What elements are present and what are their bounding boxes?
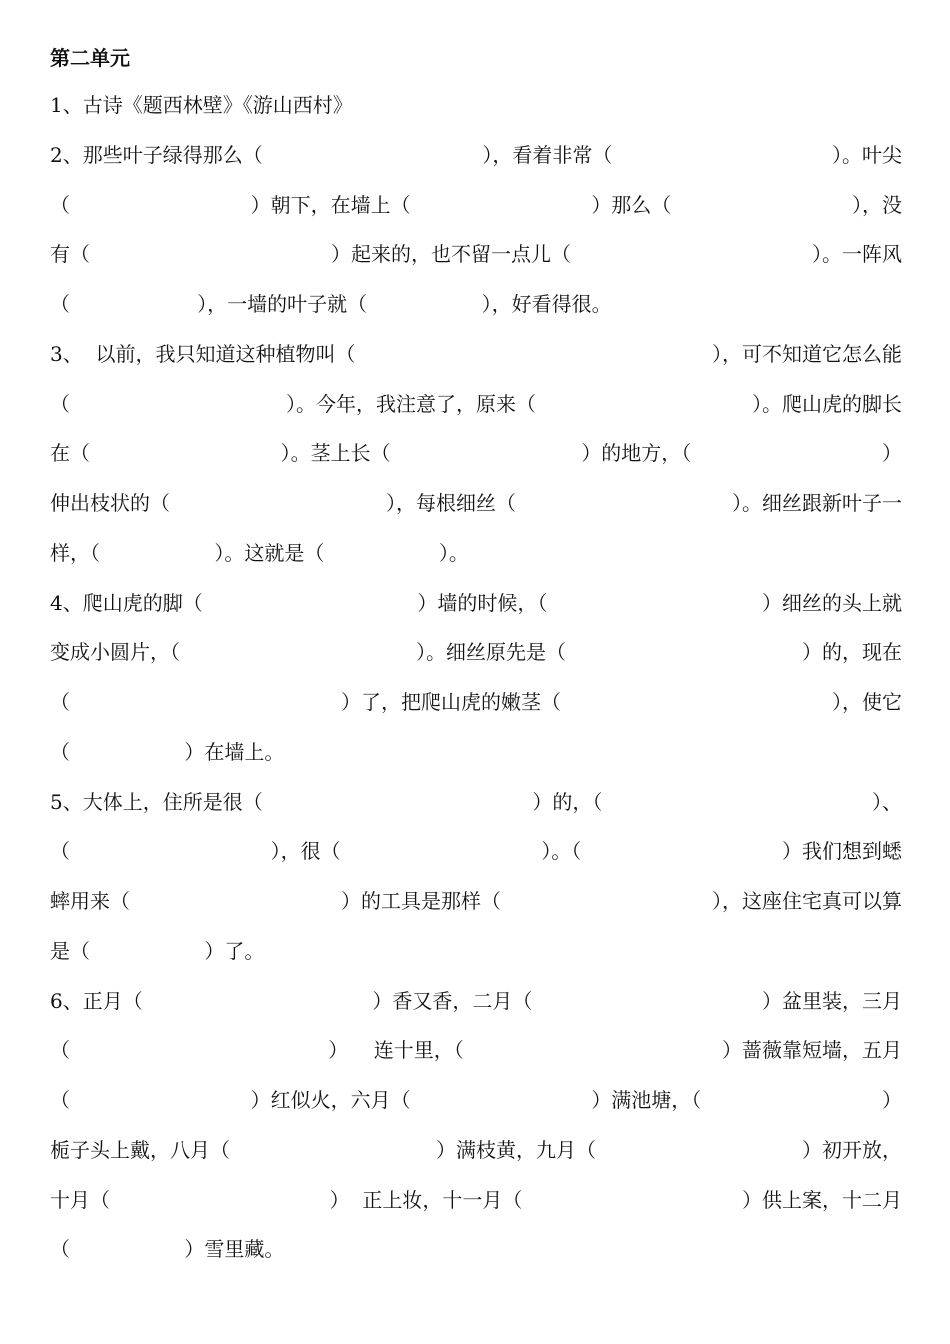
- text-segment: 样，（ ）。这就是（ ）。: [50, 540, 469, 565]
- text-line: [50, 981, 902, 1021]
- text-segment: 变成小圆片，（: [50, 640, 180, 665]
- text-line: [50, 284, 902, 324]
- text-segment: ）。今年，我注意了，原来（: [286, 391, 536, 416]
- text-segment: ）满枝黄，九月（: [436, 1137, 596, 1162]
- text-segment: （: [50, 1088, 70, 1112]
- text-line: [50, 135, 902, 175]
- text-line: [50, 1229, 902, 1269]
- text-line: [50, 782, 902, 822]
- text-segment: 在（: [50, 441, 90, 466]
- text-line: [50, 1180, 902, 1220]
- text-segment: ）红似火，六月（: [250, 1088, 411, 1112]
- text-line: [50, 185, 902, 225]
- text-segment: （ ）雪里藏。: [50, 1237, 285, 1262]
- text-segment: （ ）在墙上。: [50, 739, 285, 764]
- text-line: [50, 334, 902, 374]
- text-segment: ），没: [851, 192, 902, 217]
- text-segment: ）的工具是那样（: [341, 889, 501, 913]
- text-segment: 3、 以前，我只知道这种植物叫（: [50, 341, 356, 366]
- text-segment: 伸出枝状的（: [50, 491, 170, 515]
- text-segment: 十月（: [50, 1187, 110, 1212]
- text-line: [50, 433, 902, 473]
- text-segment: （: [50, 192, 70, 217]
- page-title: 第二单元: [50, 46, 130, 70]
- text-segment: ） 连十里，（: [328, 1038, 464, 1063]
- text-segment: ），这座住宅真可以算: [712, 889, 902, 913]
- text-line: [50, 1030, 902, 1070]
- text-line: [50, 632, 902, 672]
- text-segment: （: [50, 690, 70, 714]
- text-segment: ）的，现在: [802, 640, 902, 665]
- text-segment: ），很（: [270, 839, 341, 864]
- text-segment: ），每根细丝（: [386, 491, 516, 515]
- text-line: [50, 1130, 902, 1170]
- text-line: [50, 533, 902, 573]
- text-line: [50, 583, 902, 623]
- text-segment: ）满池塘，（: [591, 1088, 702, 1112]
- text-line: [50, 85, 902, 125]
- text-segment: ）细丝的头上就: [761, 590, 902, 615]
- text-segment: 蟀用来（: [50, 889, 130, 913]
- text-segment: ）。爬山虎的脚长: [752, 391, 902, 416]
- text-line: [50, 682, 902, 722]
- text-segment: ），使它: [832, 690, 902, 714]
- text-segment: ）供上案，十二月: [742, 1187, 902, 1212]
- text-segment: ）。茎上长（: [280, 441, 391, 466]
- text-segment: ）了，把爬山虎的嫩茎（: [341, 690, 561, 714]
- text-segment: ）初开放，: [802, 1137, 902, 1162]
- text-segment: ）、: [871, 789, 902, 814]
- text-segment: ）墙的时候，（: [417, 590, 548, 615]
- text-segment: ）那么（: [591, 192, 672, 217]
- text-segment: （: [50, 1038, 70, 1063]
- text-segment: （: [50, 839, 70, 864]
- text-line: [50, 881, 902, 921]
- text-segment: （: [50, 391, 70, 416]
- text-segment: ）。一阵风: [812, 242, 902, 267]
- text-segment: 5、大体上，住所是很（: [50, 789, 263, 814]
- text-segment: ）的地方，（: [581, 441, 692, 466]
- text-segment: ）盆里装，三月: [761, 988, 902, 1013]
- text-segment: ）的，（: [532, 789, 603, 814]
- text-segment: ）: [881, 441, 902, 466]
- text-segment: ）。（: [541, 839, 582, 864]
- text-segment: ），可不知道它怎么能: [712, 341, 902, 366]
- text-segment: 是（ ）了。: [50, 938, 265, 963]
- text-segment: ） 正上妆，十一月（: [329, 1187, 523, 1212]
- text-segment: 4、爬山虎的脚（: [50, 590, 203, 615]
- text-segment: ）香又香，二月（: [372, 988, 533, 1013]
- text-segment: 有（: [50, 242, 90, 267]
- text-segment: ）我们想到蟋: [781, 839, 902, 864]
- text-segment: ）。细丝原先是（: [416, 640, 566, 665]
- text-segment: 2、那些叶子绿得那么（: [50, 142, 263, 167]
- text-segment: 6、正月（: [50, 988, 143, 1013]
- text-line: [50, 732, 902, 772]
- text-segment: ），看着非常（: [482, 142, 613, 167]
- text-segment: ）起来的，也不留一点儿（: [331, 242, 571, 267]
- text-segment: 栀子头上戴，八月（: [50, 1137, 230, 1162]
- text-line: [50, 1080, 902, 1120]
- text-line: [50, 384, 902, 424]
- text-segment: ）朝下，在墙上（: [250, 192, 411, 217]
- text-segment: （ ），一墙的叶子就（ ），好看得很。: [50, 292, 612, 316]
- text-segment: 1、古诗《题西林壁》《游山西村》: [50, 93, 353, 117]
- text-segment: ）: [881, 1088, 902, 1112]
- text-line: [50, 483, 902, 523]
- text-segment: ）。细丝跟新叶子一: [732, 491, 902, 515]
- text-line: [50, 931, 902, 971]
- text-line: [50, 234, 902, 274]
- text-line: [50, 831, 902, 871]
- text-segment: ）。叶尖: [831, 142, 902, 167]
- text-segment: ）蔷薇靠短墙，五月: [722, 1038, 902, 1063]
